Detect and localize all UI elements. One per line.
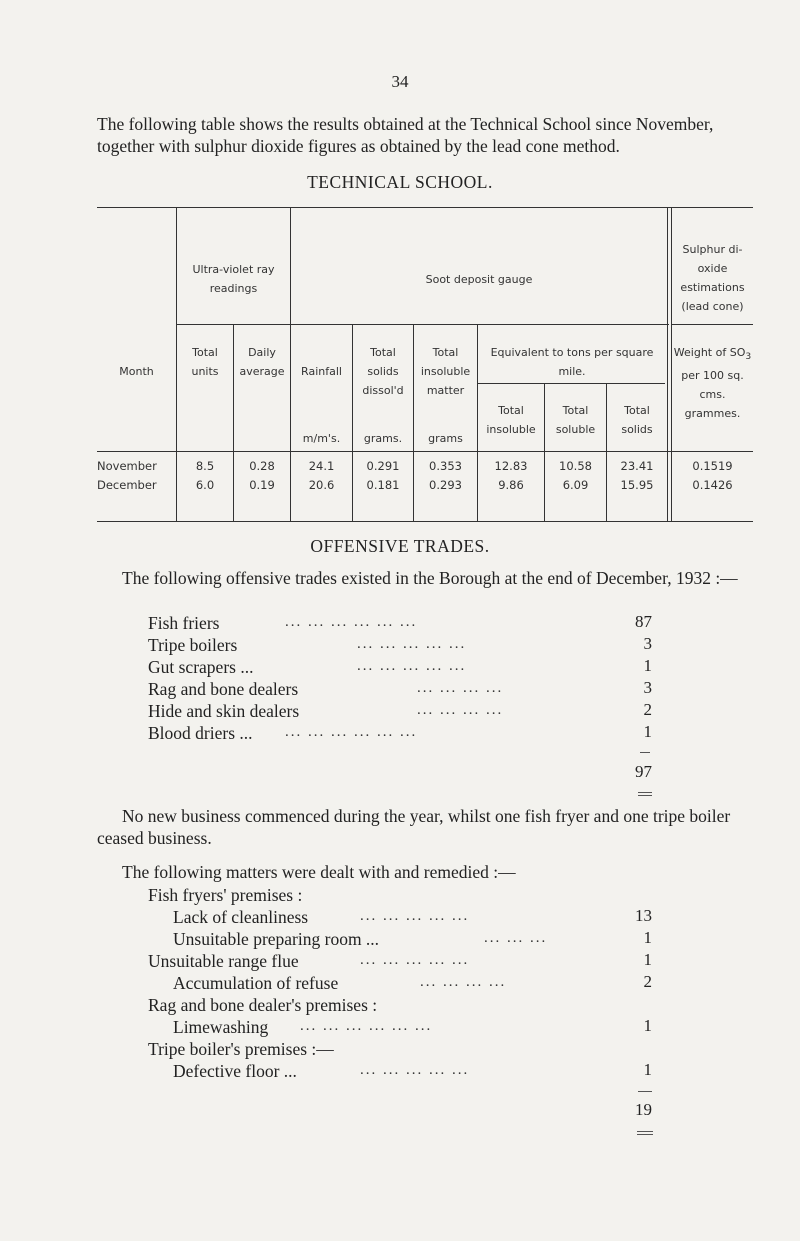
header-uv-group: Ultra-violet ray readings bbox=[192, 263, 275, 295]
cell-so3: 0.1519 bbox=[692, 459, 733, 473]
list-item-count: 2 bbox=[643, 972, 652, 991]
list-item-count: 1 bbox=[643, 722, 652, 741]
page-number: 34 bbox=[391, 72, 409, 91]
header-total-units: Total units bbox=[191, 346, 219, 378]
header-bottom-rule bbox=[97, 451, 753, 452]
list-item: Lack of cleanliness bbox=[173, 907, 309, 927]
cell-so3: 0.1426 bbox=[692, 478, 733, 492]
leader-dots: ... ... ... ... ... ... bbox=[285, 614, 418, 630]
header-equivalent: Equivalent to tons per square mile. bbox=[490, 346, 654, 378]
list-item-count: 3 bbox=[643, 678, 652, 697]
list-item: Hide and skin dealers bbox=[148, 701, 300, 721]
soot-sub-rule bbox=[290, 324, 669, 325]
equivalent-sub-rule bbox=[477, 383, 665, 384]
list-item-count: 1 bbox=[643, 656, 652, 675]
leader-dots: ... ... ... ... ... bbox=[360, 908, 470, 924]
list-item-count: 1 bbox=[643, 928, 652, 947]
matters-intro: The following matters were dealt with and remedied :— bbox=[122, 862, 516, 882]
list-item: Accumulation of refuse bbox=[173, 973, 339, 993]
cell-solids-dissolved: 0.181 bbox=[366, 478, 400, 492]
matters-total: 19 bbox=[635, 1100, 652, 1119]
cell-rainfall: 20.6 bbox=[308, 478, 335, 492]
table-bottom-rule bbox=[97, 521, 753, 522]
cell-month: November bbox=[97, 459, 157, 473]
leader-dots: ... ... ... ... bbox=[417, 702, 504, 718]
list-item: Unsuitable range flue bbox=[148, 951, 299, 971]
header-sulphur-group: Sulphur di-oxide estimations (lead cone) bbox=[680, 243, 745, 313]
list-item: Fish fryers' premises : bbox=[148, 885, 303, 905]
total-rule bbox=[638, 1091, 652, 1092]
double-rule bbox=[637, 1131, 653, 1132]
cell-eq-soluble: 6.09 bbox=[562, 478, 589, 492]
list-item: Defective floor ... bbox=[173, 1061, 297, 1081]
header-weight-so3 bbox=[672, 343, 753, 423]
cell-solids-dissolved: 0.291 bbox=[366, 459, 400, 473]
header-total-solids: Total solids dissol'd bbox=[362, 346, 404, 397]
header-insoluble-matter: Total insoluble matter bbox=[420, 346, 471, 397]
cell-insoluble-matter: 0.353 bbox=[429, 459, 462, 473]
list-item: Blood driers ... bbox=[148, 723, 253, 743]
leader-dots: ... ... ... ... bbox=[420, 974, 507, 990]
list-item: Tripe boiler's premises :— bbox=[148, 1039, 334, 1059]
total-rule bbox=[640, 752, 650, 753]
double-rule bbox=[638, 792, 652, 793]
header-weight-so3-text: Weight of SO bbox=[673, 346, 746, 359]
leader-dots: ... ... ... ... ... bbox=[357, 658, 467, 674]
list-item-count: 1 bbox=[643, 950, 652, 969]
list-item: Tripe boilers bbox=[148, 635, 238, 655]
list-item: Fish friers bbox=[148, 613, 220, 633]
cell-eq-insoluble: 12.83 bbox=[494, 459, 528, 473]
header-total-solids-unit: grams. bbox=[363, 432, 403, 445]
list-item-count: 1 bbox=[643, 1016, 652, 1035]
leader-dots: ... ... ... ... ... ... bbox=[300, 1018, 433, 1034]
list-item: Rag and bone dealer's premises : bbox=[148, 995, 378, 1015]
rule-v9 bbox=[667, 207, 668, 521]
leader-dots: ... ... ... ... ... bbox=[360, 1062, 470, 1078]
header-rainfall-unit: m/m's. bbox=[302, 432, 341, 445]
leader-dots: ... ... ... ... ... bbox=[360, 952, 470, 968]
cell-eq-soluble: 10.58 bbox=[559, 459, 592, 473]
trades-total: 97 bbox=[635, 762, 652, 781]
sulphur-sub-rule bbox=[671, 324, 753, 325]
leader-dots: ... ... ... ... bbox=[417, 680, 504, 696]
header-weight-so3-rest: per 100 sq. cms. grammes. bbox=[681, 369, 744, 421]
double-rule-2 bbox=[637, 1134, 653, 1135]
cell-month: December bbox=[97, 478, 157, 492]
no-new-business-paragraph: No new business commenced during the year, whilst one fish fryer and one tripe boiler ceased business. bbox=[97, 806, 731, 848]
cell-total-units: 8.5 bbox=[195, 459, 215, 473]
header-rainfall: Rainfall bbox=[301, 365, 342, 378]
uv-sub-rule bbox=[176, 324, 292, 325]
offensive-trades-title: OFFENSIVE TRADES. bbox=[310, 536, 490, 556]
cell-eq-solids: 23.41 bbox=[620, 459, 654, 473]
header-month: Month bbox=[119, 365, 154, 378]
cell-total-units: 6.0 bbox=[195, 478, 215, 492]
cell-daily-average: 0.28 bbox=[249, 459, 275, 473]
cell-insoluble-matter: 0.293 bbox=[429, 478, 462, 492]
list-item-count: 87 bbox=[635, 612, 652, 631]
cell-rainfall: 24.1 bbox=[308, 459, 335, 473]
list-item: Rag and bone dealers bbox=[148, 679, 299, 699]
list-item: Unsuitable preparing room ... bbox=[173, 929, 380, 949]
header-soot-group: Soot deposit gauge bbox=[425, 273, 533, 286]
cell-eq-solids: 15.95 bbox=[620, 478, 654, 492]
cell-eq-insoluble: 9.86 bbox=[498, 478, 524, 492]
list-item: Limewashing bbox=[173, 1017, 269, 1037]
leader-dots: ... ... ... ... ... bbox=[357, 636, 467, 652]
table-top-rule bbox=[97, 207, 753, 208]
list-item-count: 3 bbox=[643, 634, 652, 653]
intro-paragraph: The following table shows the results obtained at the Technical School since November, together with sulphur dioxide figures as obtained by the lead cone method. bbox=[97, 114, 714, 156]
cell-daily-average: 0.19 bbox=[249, 478, 275, 492]
list-item: Gut scrapers ... bbox=[148, 657, 254, 677]
header-eq-insoluble: Total insoluble bbox=[486, 404, 536, 436]
double-rule-2 bbox=[638, 795, 652, 796]
leader-dots: ... ... ... bbox=[484, 930, 548, 946]
header-insoluble-unit: grams bbox=[428, 432, 463, 445]
table-title: TECHNICAL SCHOOL. bbox=[307, 172, 493, 192]
header-eq-solids: Total solids bbox=[621, 404, 653, 436]
list-item-count: 2 bbox=[643, 700, 652, 719]
header-daily-average: Daily average bbox=[239, 346, 285, 378]
header-weight-so3-sub: 3 bbox=[745, 351, 752, 363]
list-item-count: 1 bbox=[643, 1060, 652, 1079]
offensive-intro: The following offensive trades existed in the Borough at the end of December, 1932 :— bbox=[122, 568, 738, 588]
list-item-count: 13 bbox=[635, 906, 652, 925]
technical-school-table bbox=[97, 207, 753, 523]
header-eq-soluble: Total soluble bbox=[555, 404, 596, 436]
leader-dots: ... ... ... ... ... ... bbox=[285, 724, 418, 740]
